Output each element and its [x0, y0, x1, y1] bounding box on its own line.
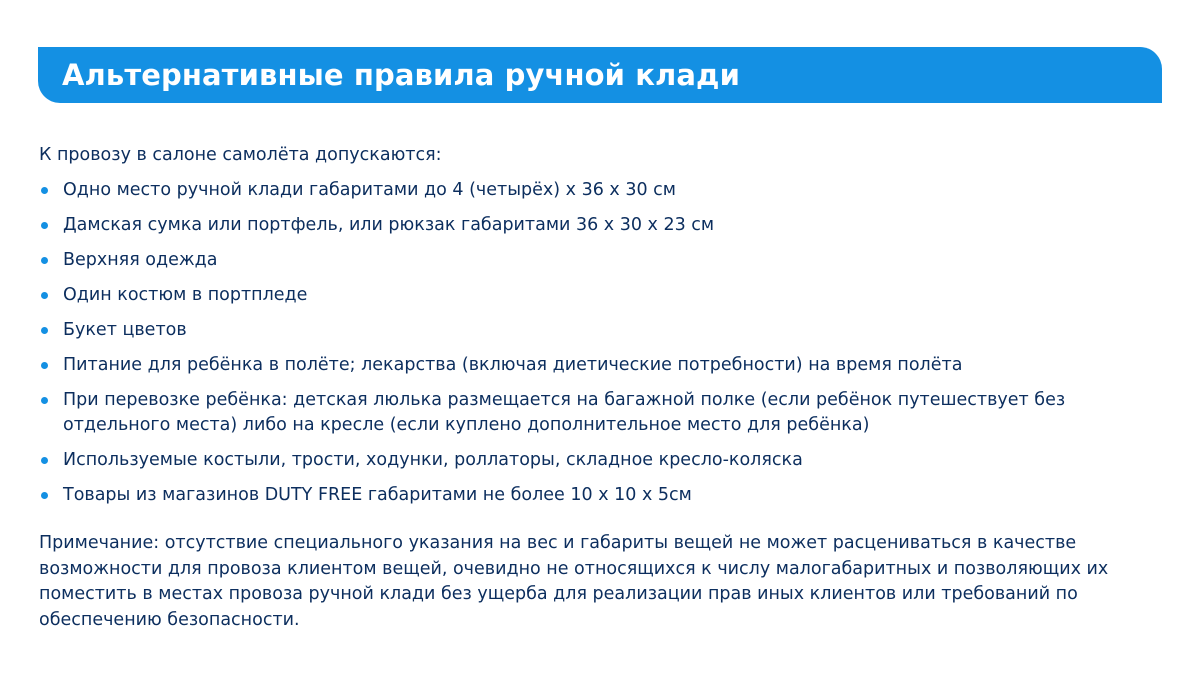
- list-item-text: Питание для ребёнка в полёте; лекарства (включая диетические потребности) на время полёта: [63, 355, 963, 375]
- bullet-icon: [41, 362, 48, 369]
- list-item-text: Используемые костыли, трости, ходунки, роллаторы, складное кресло-коляска: [63, 450, 803, 470]
- bullet-icon: [41, 397, 48, 404]
- allowed-items-list: [39, 178, 1164, 508]
- note-text: Примечание: отсутствие специального указания на вес и габариты вещей не может расцениваться в качестве возможности для провоза клиентом вещей, очевидно не относящихся к числу малогабаритных и позволяющих их поместить в местах провоза ручной клади без ущерба для реализации прав иных клиентов или требований по обеспечению безопасности.: [39, 533, 1109, 630]
- list-item-text: При перевозке ребёнка: детская люлька размещается на багажной полке (если ребёнок путешествует без отдельного места) либо на кресле (если куплено дополнительное место для ребёнка): [63, 390, 1066, 435]
- list-item: [39, 353, 1164, 378]
- page-title: Альтернативные правила ручной клади: [62, 58, 740, 92]
- intro-text: К провозу в салоне самолёта допускаются:: [39, 145, 442, 165]
- list-item: [39, 448, 1164, 473]
- list-item: [39, 283, 1164, 308]
- list-item-text: Верхняя одежда: [63, 250, 218, 270]
- bullet-icon: [41, 492, 48, 499]
- title-banner: [38, 47, 1162, 103]
- list-item: [39, 213, 1164, 238]
- bullet-icon: [41, 257, 48, 264]
- bullet-icon: [41, 292, 48, 299]
- list-item-text: Букет цветов: [63, 320, 187, 340]
- list-item: [39, 388, 1164, 438]
- bullet-icon: [41, 187, 48, 194]
- list-item: [39, 178, 1164, 203]
- list-item-text: Дамская сумка или портфель, или рюкзак габаритами 36 х 30 х 23 см: [63, 215, 715, 235]
- content-area: [39, 143, 1164, 651]
- list-item: [39, 248, 1164, 273]
- list-item-text: Один костюм в портпледе: [63, 285, 308, 305]
- list-item-text: Одно место ручной клади габаритами до 4 (четырёх) х 36 х 30 см: [63, 180, 676, 200]
- list-item: [39, 318, 1164, 343]
- bullet-icon: [41, 457, 48, 464]
- list-item: [39, 483, 1164, 508]
- list-item-text: Товары из магазинов DUTY FREE габаритами не более 10 х 10 х 5см: [63, 485, 692, 505]
- bullet-icon: [41, 222, 48, 229]
- bullet-icon: [41, 327, 48, 334]
